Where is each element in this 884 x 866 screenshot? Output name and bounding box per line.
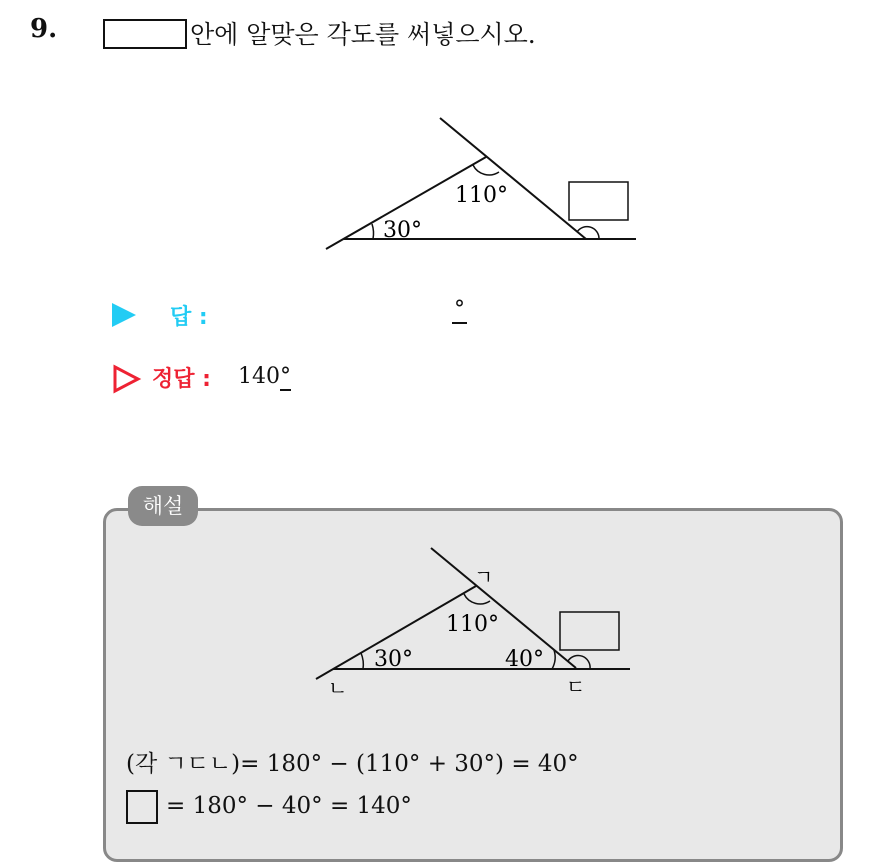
- solution-angle-top: 110°: [446, 612, 499, 637]
- equation-1: (각 ㄱㄷㄴ)= 180° − (110° + 30°) = 40°: [126, 751, 579, 777]
- vertex-label-right: ㄷ: [566, 675, 586, 699]
- angle-label-top: 110°: [455, 183, 508, 208]
- question-text: 안에 알맞은 각도를 써넣으시오.: [190, 20, 536, 49]
- correct-value: 140°: [238, 364, 291, 389]
- solution-answer-box: [560, 612, 619, 650]
- solution-tag: 해설: [128, 486, 198, 526]
- equation-2: = 180° − 40° = 140°: [166, 793, 412, 819]
- answer-degree: °: [454, 297, 465, 322]
- solution-arc-exterior: [568, 655, 590, 669]
- angle-label-left: 30°: [383, 218, 422, 243]
- question-number: 9.: [30, 14, 58, 44]
- solution-arc-inner-right: [552, 650, 555, 669]
- solution-arc-top: [464, 594, 490, 604]
- correct-label: 정답 :: [152, 367, 211, 392]
- vertex-label-top: ㄱ: [474, 565, 494, 589]
- equation-blank-box: [126, 790, 158, 824]
- solution-arc-left: [361, 653, 363, 669]
- answer-label: 답 :: [170, 305, 208, 330]
- solution-angle-left: 30°: [374, 647, 413, 672]
- solution-angle-right: 40°: [505, 647, 544, 672]
- vertex-label-left: ㄴ: [328, 676, 348, 700]
